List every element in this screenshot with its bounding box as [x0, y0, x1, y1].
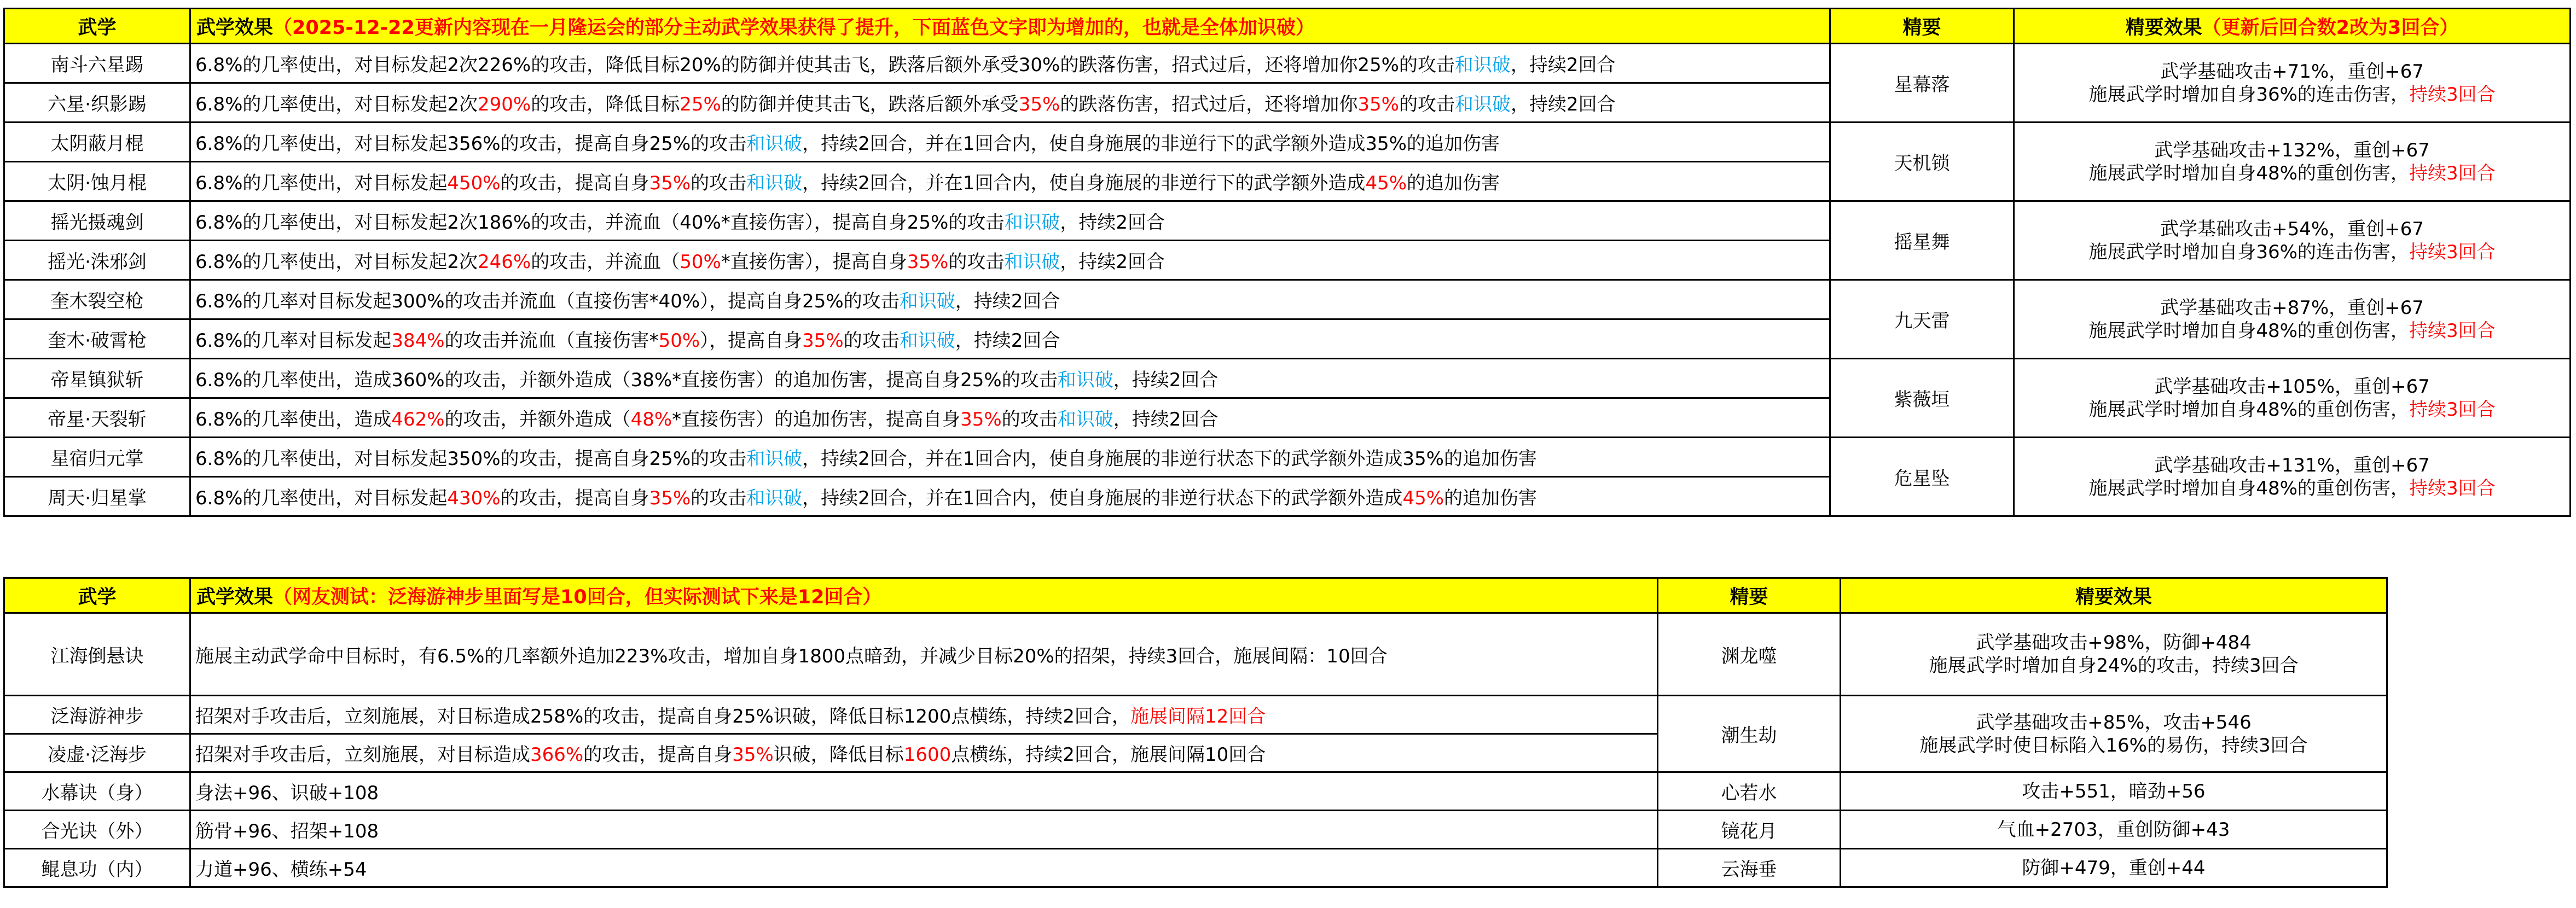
- jingyao-effect-line-2-text: 施展武学时增加自身36%的连击伤害，: [2088, 83, 2409, 106]
- effect-text-segment: 35%: [1018, 94, 1060, 115]
- wuxue-effect: [190, 613, 1658, 696]
- jingyao-effect-duration: 持续3回合: [2409, 477, 2496, 499]
- header-effect-note: （网友测试：泛海游神步里面写是10回合，但实际测试下来是12回合）: [273, 586, 882, 608]
- wuxue-effect: [190, 280, 1830, 319]
- effect-text-segment: 246%: [478, 251, 531, 273]
- jingyao-name: 星幕落: [1830, 44, 2014, 123]
- wuxue-name: 水幕诀（身）: [4, 772, 190, 811]
- jingyao-name: 渊龙噬: [1658, 613, 1841, 696]
- jingyao-effect: [2014, 201, 2571, 280]
- wuxue-name: 太阴蔽月棍: [4, 123, 190, 162]
- jingyao-effect-line-2-text: 施展武学时增加自身48%的重创伤害，: [2088, 162, 2409, 184]
- jingyao-effect-line-1: 武学基础攻击+71%，重创+67: [2160, 60, 2424, 83]
- table-row: [4, 613, 2387, 696]
- jingyao-effect-line-2-text: 施展武学时增加自身48%的重创伤害，: [2088, 477, 2409, 499]
- table-row: [4, 438, 2571, 477]
- effect-text-segment: 的攻击: [1399, 94, 1455, 115]
- header-effect-label: 武学效果: [196, 586, 274, 608]
- jingyao-effect-line-2: [2015, 83, 2569, 106]
- jingyao-name: 摇星舞: [1830, 201, 2014, 280]
- header-effect: [190, 578, 1658, 613]
- wuxue-name: 泛海游神步: [4, 696, 190, 734]
- effect-text-segment: ，持续2回合: [955, 330, 1060, 352]
- effect-text-segment: 6.8%的几率使出，对目标发起2次226%的攻击，降低目标20%的防御并使其击飞，跌落后额外承受30%的跌落伤害，招式过后，还将增加你25%的攻击: [195, 54, 1455, 76]
- jingyao-name: 紫薇垣: [1830, 359, 2014, 438]
- jingyao-effect-line-1: 攻击+551，暗劲+56: [2022, 780, 2206, 802]
- jingyao-effect-line-2-text: 施展武学时增加自身48%的重创伤害，: [2088, 319, 2409, 342]
- jingyao-effect-line-1: 武学基础攻击+98%，防御+484: [1976, 632, 2252, 654]
- header-jingyao-effect-note: （更新后回合数2改为3回合）: [2202, 16, 2459, 39]
- effect-text-segment: 和识破: [746, 133, 803, 155]
- jingyao-effect-line-2: [2015, 477, 2569, 500]
- effect-text-segment: 35%: [649, 487, 691, 509]
- wuxue-name: 周天·归星掌: [4, 477, 190, 516]
- effect-text-segment: *直接伤害）的追加伤害，提高自身: [672, 409, 961, 430]
- header-jingyao: 精要: [1658, 578, 1841, 613]
- effect-text-segment: ，持续2回合: [1510, 54, 1616, 76]
- effect-text-segment: 45%: [1402, 487, 1444, 509]
- wuxue-name: 帝星镇狱斩: [4, 359, 190, 398]
- effect-text-segment: 的攻击，提高自身: [500, 172, 649, 194]
- jingyao-effect-line-2: [2015, 319, 2569, 342]
- effect-text-segment: ，持续2回合，并在1回合内，使自身施展的非逆行状态下的武学额外造成35%的追加伤害: [802, 448, 1537, 470]
- effect-text-segment: 的攻击，提高自身: [583, 744, 733, 766]
- effect-text-segment: 290%: [478, 94, 531, 115]
- effect-text-segment: ，持续2回合: [955, 290, 1060, 312]
- effect-text-segment: 430%: [447, 487, 501, 509]
- header-jingyao-effect: [2014, 9, 2571, 44]
- effect-text-segment: 的攻击，并额外造成（: [444, 409, 631, 430]
- header-effect: [190, 9, 1830, 44]
- table-row: [4, 280, 2571, 319]
- jingyao-effect-line-1: 气血+2703，重创防御+43: [1997, 818, 2230, 841]
- table-row: [4, 696, 2387, 734]
- effect-text-segment: 35%: [649, 172, 691, 194]
- effect-text-segment: 35%: [1357, 94, 1399, 115]
- effect-text-segment: 的攻击: [843, 330, 900, 352]
- jingyao-effect-line-2-text: 施展武学时使目标陷入16%的易伤，持续3回合: [1919, 734, 2308, 756]
- header-effect-note: （2025-12-22更新内容现在一月隆运会的部分主动武学效果获得了提升，下面蓝色文字即为增加的，也就是全体加识破）: [273, 16, 1315, 39]
- table-header-row: [4, 9, 2571, 44]
- effect-text-segment: 施展间隔12回合: [1130, 706, 1266, 727]
- effect-text-segment: 和识破: [899, 290, 955, 312]
- jingyao-effect: [1841, 772, 2387, 811]
- wuxue-effect: [190, 44, 1830, 83]
- jingyao-effect-line-2: [2015, 241, 2569, 264]
- effect-text-segment: 力道+96、横练+54: [195, 859, 367, 881]
- wuxue-name: 摇光·洙邪剑: [4, 241, 190, 280]
- effect-text-segment: 450%: [447, 172, 501, 194]
- effect-text-segment: 和识破: [899, 330, 955, 352]
- table-row: [4, 359, 2571, 398]
- effect-text-segment: 的攻击: [948, 251, 1005, 273]
- jingyao-name: 潮生劫: [1658, 696, 1841, 772]
- effect-text-segment: 6.8%的几率使出，对目标发起: [195, 487, 448, 509]
- table-row: [4, 123, 2571, 162]
- wuxue-effect: [190, 83, 1830, 123]
- jingyao-effect-duration: 持续3回合: [2409, 241, 2496, 263]
- wuxue-name: 摇光摄魂剑: [4, 201, 190, 241]
- jingyao-name: 天机锁: [1830, 123, 2014, 201]
- jingyao-name: 九天雷: [1830, 280, 2014, 359]
- wuxue-name: 太阴·蚀月棍: [4, 162, 190, 201]
- effect-text-segment: 识破，降低目标: [773, 744, 904, 766]
- effect-text-segment: 的攻击，提高自身: [500, 487, 649, 509]
- wuxue-name: 南斗六星踢: [4, 44, 190, 83]
- effect-text-segment: 和识破: [746, 172, 803, 194]
- effect-text-segment: 的跌落伤害，招式过后，还将增加你: [1060, 94, 1358, 115]
- jingyao-effect-line-2-text: 施展武学时增加自身36%的连击伤害，: [2088, 241, 2409, 263]
- effect-text-segment: 的攻击: [691, 487, 747, 509]
- wuxue-name: 江海倒悬诀: [4, 613, 190, 696]
- jingyao-effect: [1841, 613, 2387, 696]
- wuxue-effect: [190, 241, 1830, 280]
- wuxue-name: 合光诀（外）: [4, 811, 190, 849]
- table-row: [4, 44, 2571, 83]
- effect-text-segment: 6.8%的几率使出，对目标发起350%的攻击，提高自身25%的攻击: [195, 448, 747, 470]
- jingyao-name: 镜花月: [1658, 811, 1841, 849]
- effect-text-segment: 35%: [907, 251, 949, 273]
- jingyao-effect-line-2: [1841, 734, 2386, 757]
- wuxue-table-1: [3, 8, 2571, 517]
- effect-text-segment: ，持续2回合: [1060, 251, 1165, 273]
- effect-text-segment: 384%: [391, 330, 445, 352]
- effect-text-segment: 6.8%的几率使出，对目标发起2次: [195, 94, 478, 115]
- wuxue-effect: [190, 438, 1830, 477]
- header-effect-label: 武学效果: [196, 16, 274, 39]
- jingyao-effect: [2014, 123, 2571, 201]
- effect-text-segment: 筋骨+96、招架+108: [195, 820, 379, 842]
- effect-text-segment: 点横练，持续2回合，施展间隔10回合: [951, 744, 1266, 766]
- wuxue-effect: [190, 772, 1658, 811]
- wuxue-name: 奎木·破霄枪: [4, 319, 190, 359]
- effect-text-segment: 6.8%的几率使出，对目标发起: [195, 172, 448, 194]
- effect-text-segment: ，持续2回合: [1510, 94, 1616, 115]
- wuxue-effect: [190, 734, 1658, 772]
- effect-text-segment: 1600: [903, 744, 952, 766]
- effect-text-segment: *直接伤害），提高自身: [721, 251, 907, 273]
- jingyao-effect: [2014, 359, 2571, 438]
- effect-text-segment: 50%: [680, 251, 721, 273]
- wuxue-effect: [190, 201, 1830, 241]
- wuxue-effect: [190, 849, 1658, 887]
- effect-text-segment: 和识破: [1057, 369, 1113, 391]
- effect-text-segment: 6.8%的几率对目标发起300%的攻击并流血（直接伤害*40%），提高自身25%的攻击: [195, 290, 900, 312]
- effect-text-segment: ，持续2回合，并在1回合内，使自身施展的非逆行状态下的武学额外造成: [802, 487, 1403, 509]
- jingyao-effect-line-2: [1841, 654, 2386, 677]
- effect-text-segment: 35%: [732, 744, 774, 766]
- jingyao-effect: [2014, 44, 2571, 123]
- jingyao-effect: [2014, 280, 2571, 359]
- effect-text-segment: 的攻击: [1001, 409, 1058, 430]
- effect-text-segment: 的防御并使其击飞，跌落后额外承受: [721, 94, 1019, 115]
- wuxue-name: 奎木裂空枪: [4, 280, 190, 319]
- jingyao-effect: [1841, 811, 2387, 849]
- effect-text-segment: ），提高自身: [700, 330, 803, 352]
- jingyao-effect: [1841, 696, 2387, 772]
- effect-text-segment: 和识破: [1454, 54, 1511, 76]
- wuxue-name: 星宿归元掌: [4, 438, 190, 477]
- jingyao-effect-duration: 持续3回合: [2409, 83, 2496, 106]
- header-jingyao-effect-label: 精要效果: [2125, 16, 2202, 39]
- jingyao-effect-line-2: [2015, 398, 2569, 421]
- wuxue-name: 凌虚·泛海步: [4, 734, 190, 772]
- effect-text-segment: 施展主动武学命中目标时，有6.5%的几率额外追加223%攻击，增加自身1800点暗劲，并减少目标20%的招架，持续3回合，施展间隔：10回合: [195, 645, 1388, 667]
- effect-text-segment: 6.8%的几率使出，造成: [195, 409, 392, 430]
- effect-text-segment: 的攻击: [691, 172, 747, 194]
- effect-text-segment: 6.8%的几率使出，对目标发起2次: [195, 251, 478, 273]
- effect-text-segment: 招架对手攻击后，立刻施展，对目标造成258%的攻击，提高自身25%识破，降低目标1200点横练，持续2回合，: [195, 706, 1130, 727]
- wuxue-table-2: [3, 577, 2388, 888]
- jingyao-effect-line-1: 武学基础攻击+54%，重创+67: [2160, 218, 2424, 240]
- effect-text-segment: 和识破: [1004, 251, 1060, 273]
- wuxue-name: 帝星·天裂斩: [4, 398, 190, 438]
- jingyao-effect-duration: 持续3回合: [2409, 398, 2496, 421]
- effect-text-segment: ，持续2回合: [1113, 369, 1219, 391]
- jingyao-effect: [2014, 438, 2571, 516]
- effect-text-segment: 的攻击，并流血（: [531, 251, 680, 273]
- effect-text-segment: ，持续2回合: [1113, 409, 1219, 430]
- wuxue-effect: [190, 162, 1830, 201]
- effect-text-segment: 招架对手攻击后，立刻施展，对目标造成: [195, 744, 530, 766]
- effect-text-segment: 和识破: [1004, 212, 1060, 234]
- wuxue-effect: [190, 811, 1658, 849]
- jingyao-effect-line-1: 防御+479，重创+44: [2022, 857, 2206, 879]
- effect-text-segment: 48%: [630, 409, 672, 430]
- jingyao-effect-line-1: 武学基础攻击+131%，重创+67: [2154, 454, 2430, 476]
- jingyao-effect-line-2-text: 施展武学时增加自身24%的攻击，持续3回合: [1929, 655, 2299, 677]
- wuxue-effect: [190, 477, 1830, 516]
- table-header-row: [4, 578, 2387, 613]
- effect-text-segment: 6.8%的几率使出，造成360%的攻击，并额外造成（38%*直接伤害）的追加伤害，提高自身25%的攻击: [195, 369, 1058, 391]
- wuxue-effect: [190, 359, 1830, 398]
- jingyao-effect-line-1: 武学基础攻击+85%，攻击+546: [1976, 711, 2252, 734]
- header-jingyao: 精要: [1830, 9, 2014, 44]
- wuxue-name: 鲲息功（内）: [4, 849, 190, 887]
- effect-text-segment: 的攻击，降低目标: [531, 94, 680, 115]
- effect-text-segment: 25%: [680, 94, 721, 115]
- effect-text-segment: 35%: [802, 330, 844, 352]
- effect-text-segment: ，持续2回合，并在1回合内，使自身施展的非逆行下的武学额外造成: [802, 172, 1366, 194]
- jingyao-effect-duration: 持续3回合: [2409, 319, 2496, 342]
- effect-text-segment: 6.8%的几率使出，对目标发起2次186%的攻击，并流血（40%*直接伤害），提高自身25%的攻击: [195, 212, 1005, 234]
- wuxue-effect: [190, 123, 1830, 162]
- effect-text-segment: ，持续2回合: [1060, 212, 1165, 234]
- wuxue-effect: [190, 319, 1830, 359]
- effect-text-segment: 的追加伤害: [1444, 487, 1538, 509]
- jingyao-effect-line-2: [2015, 162, 2569, 185]
- jingyao-effect-line-1: 武学基础攻击+87%，重创+67: [2160, 296, 2424, 319]
- jingyao-effect-line-1: 武学基础攻击+105%，重创+67: [2154, 375, 2430, 398]
- header-wuxue: 武学: [4, 9, 190, 44]
- jingyao-name: 心若水: [1658, 772, 1841, 811]
- jingyao-effect: [1841, 849, 2387, 887]
- jingyao-effect-line-2-text: 施展武学时增加自身48%的重创伤害，: [2088, 398, 2409, 421]
- effect-text-segment: 的攻击并流血（直接伤害*: [444, 330, 659, 352]
- wuxue-effect: [190, 696, 1658, 734]
- table-row: [4, 811, 2387, 849]
- table-row: [4, 201, 2571, 241]
- effect-text-segment: 35%: [960, 409, 1002, 430]
- effect-text-segment: 和识破: [1454, 94, 1511, 115]
- wuxue-name: 六星·织影踢: [4, 83, 190, 123]
- jingyao-name: 危星坠: [1830, 438, 2014, 516]
- effect-text-segment: 和识破: [746, 448, 803, 470]
- effect-text-segment: 和识破: [1057, 409, 1113, 430]
- effect-text-segment: 6.8%的几率对目标发起: [195, 330, 392, 352]
- jingyao-name: 云海垂: [1658, 849, 1841, 887]
- jingyao-effect-duration: 持续3回合: [2409, 162, 2496, 184]
- effect-text-segment: 50%: [658, 330, 700, 352]
- effect-text-segment: ，持续2回合，并在1回合内，使自身施展的非逆行下的武学额外造成35%的追加伤害: [802, 133, 1500, 155]
- table-row: [4, 849, 2387, 887]
- effect-text-segment: 462%: [391, 409, 445, 430]
- effect-text-segment: 和识破: [746, 487, 803, 509]
- effect-text-segment: 身法+96、识破+108: [195, 782, 379, 804]
- table-row: [4, 772, 2387, 811]
- effect-text-segment: 366%: [530, 744, 584, 766]
- wuxue-effect: [190, 398, 1830, 438]
- jingyao-effect-line-1: 武学基础攻击+132%，重创+67: [2154, 139, 2430, 161]
- effect-text-segment: 45%: [1365, 172, 1407, 194]
- effect-text-segment: 6.8%的几率使出，对目标发起356%的攻击，提高自身25%的攻击: [195, 133, 747, 155]
- effect-text-segment: 的追加伤害: [1407, 172, 1500, 194]
- header-jingyao-effect: 精要效果: [1841, 578, 2387, 613]
- header-wuxue: 武学: [4, 578, 190, 613]
